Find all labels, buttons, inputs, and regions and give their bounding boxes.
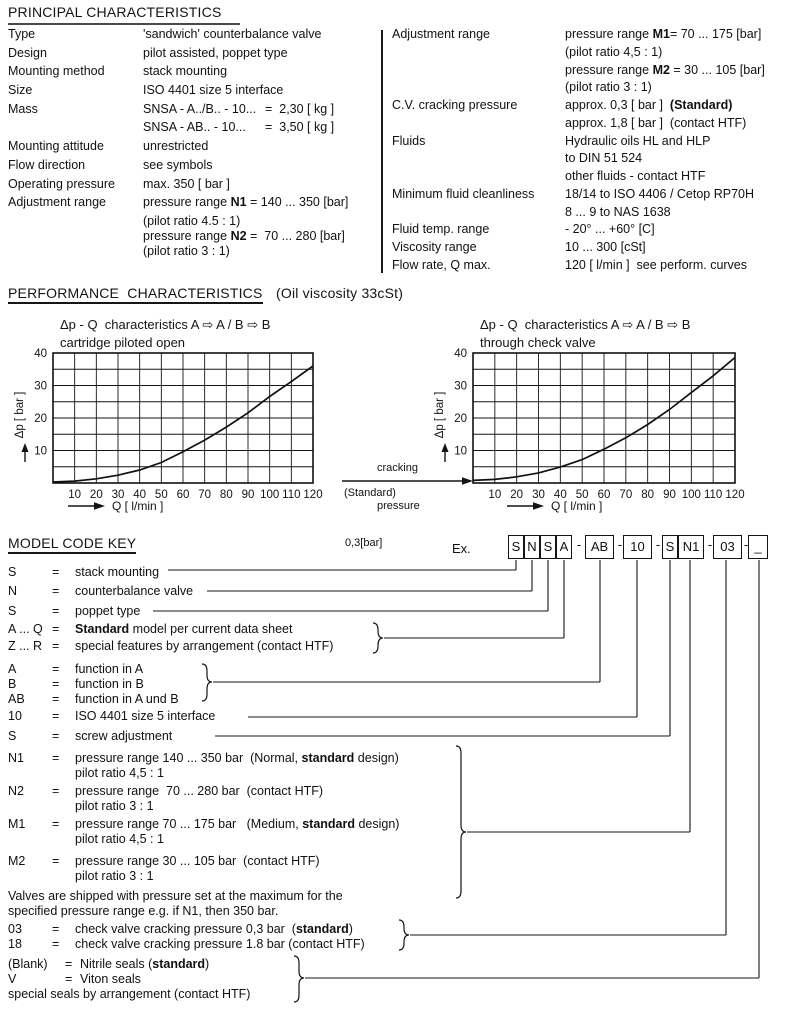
- model-code-sub-description: pilot ratio 3 : 1: [75, 869, 154, 883]
- spec-label: C.V. cracking pressure: [392, 98, 518, 112]
- svg-text:60: 60: [597, 489, 611, 501]
- spec-label: Size: [8, 83, 33, 98]
- model-code-description: pressure range 140 ... 350 bar (Normal, standard design): [75, 751, 399, 765]
- model-code-code: 18: [8, 937, 22, 951]
- spec-label: Design: [8, 45, 47, 60]
- spec-value: stack mounting: [143, 64, 228, 79]
- spec-label: Flow direction: [8, 157, 86, 172]
- svg-text:10: 10: [488, 489, 502, 501]
- spec-label: Mass: [8, 101, 38, 116]
- spec-row: [392, 240, 792, 258]
- svg-text:100: 100: [681, 489, 701, 501]
- spec-row: [392, 187, 792, 205]
- model-code-description: pressure range 70 ... 175 bar (Medium, standard design): [75, 817, 400, 831]
- spec-row: [392, 63, 792, 81]
- model-code-code: (Blank): [8, 957, 48, 971]
- model-code-code: Z ... R: [8, 639, 43, 653]
- spec-label: Fluids: [392, 133, 426, 148]
- model-code-box: AB: [585, 535, 614, 559]
- svg-text:Q [ l/min ]: Q [ l/min ]: [112, 499, 164, 513]
- spec-label: Type: [8, 27, 36, 41]
- spec-row: [392, 98, 792, 116]
- equals-sign: =: [52, 692, 60, 706]
- equals-sign: =: [52, 854, 60, 868]
- dp-q-chart-piloted-open: [0, 313, 345, 515]
- model-code-code: S: [8, 604, 17, 618]
- spec-value: SNSA - A../B.. - 10... = 2,30 [ kg ]: [143, 101, 335, 116]
- spec-label: Mounting attitude: [8, 139, 104, 154]
- spec-row: [392, 27, 792, 45]
- spec-row: [8, 83, 380, 102]
- svg-text:10: 10: [454, 445, 467, 458]
- spec-value: approx. 0,3 [ bar ] (Standard): [565, 98, 733, 112]
- svg-text:Δp [ bar ]: Δp [ bar ]: [434, 391, 446, 439]
- spec-value: approx. 1,8 [ bar ] (contact HTF): [565, 115, 747, 130]
- spec-row: [8, 244, 380, 259]
- spec-value: pressure range M2 = 30 ... 105 [bar]: [565, 62, 765, 77]
- spec-value: (pilot ratio 4.5 : 1): [143, 213, 241, 228]
- svg-text:20: 20: [510, 489, 524, 501]
- spec-value: 'sandwich' counterbalance valve: [143, 27, 322, 41]
- svg-text:110: 110: [703, 489, 723, 501]
- model-code-box: S: [540, 535, 556, 559]
- spec-value: Hydraulic oils HL and HLP: [565, 133, 711, 148]
- model-code-description: function in B: [75, 677, 144, 691]
- spec-value: (pilot ratio 4,5 : 1): [565, 44, 663, 59]
- svg-text:120: 120: [303, 489, 323, 501]
- spec-row: [392, 258, 792, 276]
- model-code-example-label: Ex.: [452, 541, 471, 556]
- spec-value: SNSA - AB.. - 10... = 3,50 [ kg ]: [143, 120, 335, 135]
- chart2-title: Δp - Q characteristics A ⇨ A / B ⇨ B: [480, 317, 691, 332]
- model-code-box: S: [508, 535, 524, 559]
- model-code-sub-description: pilot ratio 3 : 1: [75, 799, 154, 813]
- equals-sign: =: [52, 922, 60, 936]
- svg-text:40: 40: [34, 348, 47, 360]
- principal-title-underline: [8, 23, 240, 25]
- equals-sign: =: [52, 565, 60, 579]
- svg-text:40: 40: [133, 489, 147, 501]
- model-code-description: ISO 4401 size 5 interface: [75, 709, 216, 723]
- spec-value: (pilot ratio 3 : 1): [565, 80, 652, 95]
- model-code-dash: -: [655, 537, 661, 552]
- svg-text:30: 30: [454, 380, 467, 393]
- spec-value: ISO 4401 size 5 interface: [143, 83, 284, 98]
- cracking-arrow-icon: [341, 476, 475, 486]
- spec-value: pressure range M1= 70 ... 175 [bar]: [565, 27, 762, 41]
- spec-row: [392, 222, 792, 240]
- svg-text:120: 120: [725, 489, 745, 501]
- spec-row: [8, 27, 380, 46]
- model-code-description: check valve cracking pressure 0,3 bar (standard): [75, 922, 353, 936]
- spec-label: Adjustment range: [8, 195, 106, 210]
- cracking-line1: cracking: [377, 462, 418, 474]
- model-code-dash: -: [617, 537, 623, 552]
- equals-sign: =: [52, 817, 60, 831]
- spec-label: Viscosity range: [392, 240, 477, 254]
- equals-sign: =: [52, 937, 60, 951]
- spec-label: Adjustment range: [392, 27, 490, 41]
- model-code-box: 10: [623, 535, 652, 559]
- svg-text:90: 90: [241, 489, 255, 501]
- equals-sign: =: [52, 622, 60, 636]
- chart2-subtitle: through check valve: [480, 335, 596, 350]
- svg-text:110: 110: [282, 489, 301, 501]
- principal-title-text: PRINCIPAL CHARACTERISTICS: [8, 4, 222, 20]
- svg-text:50: 50: [154, 489, 168, 501]
- spec-row: [392, 116, 792, 134]
- svg-text:50: 50: [575, 489, 589, 501]
- equals-sign: =: [52, 709, 60, 723]
- svg-text:40: 40: [553, 489, 567, 501]
- model-code-code: B: [8, 677, 17, 691]
- model-code-code: M2: [8, 854, 26, 868]
- spec-row: [8, 120, 380, 139]
- spec-row: [392, 169, 792, 187]
- model-code-code: V: [8, 972, 17, 986]
- spec-label: Minimum fluid cleanliness: [392, 186, 535, 201]
- model-code-box: S: [662, 535, 678, 559]
- model-code-box: _: [748, 535, 768, 559]
- spec-value: 18/14 to ISO 4406 / Cetop RP70H: [565, 186, 755, 201]
- principal-right-column: [392, 27, 792, 276]
- spec-value: pilot assisted, poppet type: [143, 45, 288, 60]
- spec-row: [8, 64, 380, 83]
- model-code-sub-description: pilot ratio 4,5 : 1: [75, 766, 164, 780]
- model-code-code: S: [8, 729, 17, 743]
- cracking-standard-note: (Standard): [344, 487, 396, 499]
- model-code-code: N2: [8, 784, 24, 798]
- model-code-code: S: [8, 565, 17, 579]
- model-code-code: M1: [8, 817, 26, 831]
- model-code-code: AB: [8, 692, 25, 706]
- spec-value: see symbols: [143, 157, 213, 172]
- spec-value: pressure range N2 = 70 ... 280 [bar]: [143, 228, 345, 243]
- model-code-box: A: [556, 535, 572, 559]
- spec-label: Fluid temp. range: [392, 222, 490, 237]
- spec-value: unrestricted: [143, 139, 209, 154]
- model-code-title-text: MODEL CODE KEY: [8, 535, 136, 554]
- equals-sign: =: [52, 604, 60, 618]
- model-code-description: function in A und B: [75, 692, 179, 706]
- model-code-code: A ... Q: [8, 622, 43, 636]
- model-code-description: check valve cracking pressure 1.8 bar (contact HTF): [75, 937, 365, 951]
- spec-row: [392, 205, 792, 223]
- model-code-description: poppet type: [75, 604, 141, 618]
- spec-row: [8, 214, 380, 229]
- spec-row: [8, 177, 380, 196]
- model-code-description: pressure range 30 ... 105 bar (contact HTF): [75, 854, 320, 868]
- performance-subtitle-text: (Oil viscosity 33cSt): [276, 285, 404, 301]
- svg-text:70: 70: [198, 489, 212, 501]
- equals-sign: =: [65, 957, 73, 971]
- spec-label: Flow rate, Q max.: [392, 257, 491, 272]
- model-code-key-section: [0, 530, 795, 1013]
- svg-text:100: 100: [260, 489, 280, 501]
- model-code-code: N1: [8, 751, 24, 765]
- spec-value: other fluids - contact HTF: [565, 169, 706, 183]
- svg-text:90: 90: [663, 489, 676, 501]
- model-code-box: N1: [678, 535, 704, 559]
- equals-sign: =: [52, 662, 60, 676]
- svg-text:30: 30: [532, 489, 545, 501]
- model-code-sub-description: pilot ratio 4,5 : 1: [75, 832, 164, 846]
- svg-text:70: 70: [619, 489, 633, 501]
- model-code-box: N: [524, 535, 540, 559]
- principal-left-column: [8, 27, 380, 259]
- model-code-description: counterbalance valve: [75, 584, 194, 598]
- svg-text:20: 20: [34, 413, 47, 425]
- model-code-code: A: [8, 662, 17, 676]
- spec-value: pressure range N1 = 140 ... 350 [bar]: [143, 195, 349, 210]
- model-code-dash: -: [743, 537, 749, 552]
- spec-label: Mounting method: [8, 64, 105, 79]
- model-code-code: 10: [8, 709, 22, 723]
- spec-row: [8, 139, 380, 158]
- svg-text:30: 30: [34, 380, 47, 393]
- svg-text:40: 40: [454, 348, 467, 360]
- svg-text:10: 10: [34, 445, 47, 458]
- model-code-box: 03: [713, 535, 742, 559]
- equals-sign: =: [52, 784, 60, 798]
- spec-row: [392, 80, 792, 98]
- model-code-dash: -: [707, 537, 713, 552]
- equals-sign: =: [52, 751, 60, 765]
- spec-value: 10 ... 300 [cSt]: [565, 240, 646, 254]
- performance-section-title: [8, 285, 403, 304]
- spec-row: [392, 151, 792, 169]
- spec-row: [392, 134, 792, 152]
- model-code-description: Standard model per current data sheet: [75, 622, 293, 636]
- svg-text:Δp [ bar ]: Δp [ bar ]: [14, 391, 26, 439]
- spec-value: to DIN 51 524: [565, 151, 643, 166]
- principal-section-title: [8, 4, 221, 20]
- spec-value: 8 ... 9 to NAS 1638: [565, 204, 671, 219]
- model-code-code: N: [8, 584, 18, 598]
- model-code-description: pressure range 70 ... 280 bar (contact HTF): [75, 784, 324, 798]
- spec-row: [8, 195, 380, 214]
- spec-label: Operating pressure: [8, 176, 116, 191]
- svg-text:80: 80: [641, 489, 655, 501]
- model-code-description: screw adjustment: [75, 729, 173, 743]
- spec-row: [8, 102, 380, 121]
- spec-value: (pilot ratio 3 : 1): [143, 243, 230, 258]
- spec-row: [392, 45, 792, 63]
- svg-text:60: 60: [176, 489, 190, 501]
- chart1-title: Δp - Q characteristics A ⇨ A / B ⇨ B: [60, 317, 271, 332]
- svg-text:80: 80: [219, 489, 233, 501]
- model-code-note: specified pressure range e.g. if N1, then 350 bar.: [8, 904, 279, 918]
- model-code-note: Valves are shipped with pressure set at the maximum for the: [8, 889, 343, 903]
- spec-row: [8, 229, 380, 244]
- spec-row: [8, 158, 380, 177]
- spec-value: 120 [ l/min ] see perform. curves: [565, 257, 748, 272]
- svg-text:30: 30: [111, 489, 125, 501]
- model-code-note2: special seals by arrangement (contact HTF): [8, 987, 251, 1001]
- model-code-description: special features by arrangement (contact HTF): [75, 639, 334, 653]
- spec-row: [8, 46, 380, 65]
- svg-text:20: 20: [454, 413, 467, 425]
- model-code-description: Viton seals: [80, 972, 141, 986]
- cracking-line3: 0,3[bar]: [345, 537, 383, 549]
- chart1-subtitle: cartridge piloted open: [60, 335, 186, 350]
- svg-text:20: 20: [89, 489, 103, 501]
- svg-text:Q [ l/min ]: Q [ l/min ]: [551, 499, 603, 513]
- model-code-code: 03: [8, 922, 22, 936]
- cracking-line2: pressure: [377, 499, 420, 512]
- model-code-description: Nitrile seals (standard): [80, 957, 210, 971]
- svg-text:10: 10: [68, 489, 82, 501]
- equals-sign: =: [65, 972, 73, 986]
- equals-sign: =: [52, 584, 60, 598]
- spec-value: max. 350 [ bar ]: [143, 176, 230, 191]
- spec-value: - 20° ... +60° [C]: [565, 222, 655, 237]
- model-code-description: function in A: [75, 662, 144, 676]
- equals-sign: =: [52, 639, 60, 653]
- model-code-dash: -: [576, 537, 582, 552]
- equals-sign: =: [52, 729, 60, 743]
- performance-title-text: PERFORMANCE CHARACTERISTICS: [8, 285, 263, 304]
- equals-sign: =: [52, 677, 60, 691]
- model-code-description: stack mounting: [75, 565, 160, 579]
- column-divider: [381, 30, 383, 273]
